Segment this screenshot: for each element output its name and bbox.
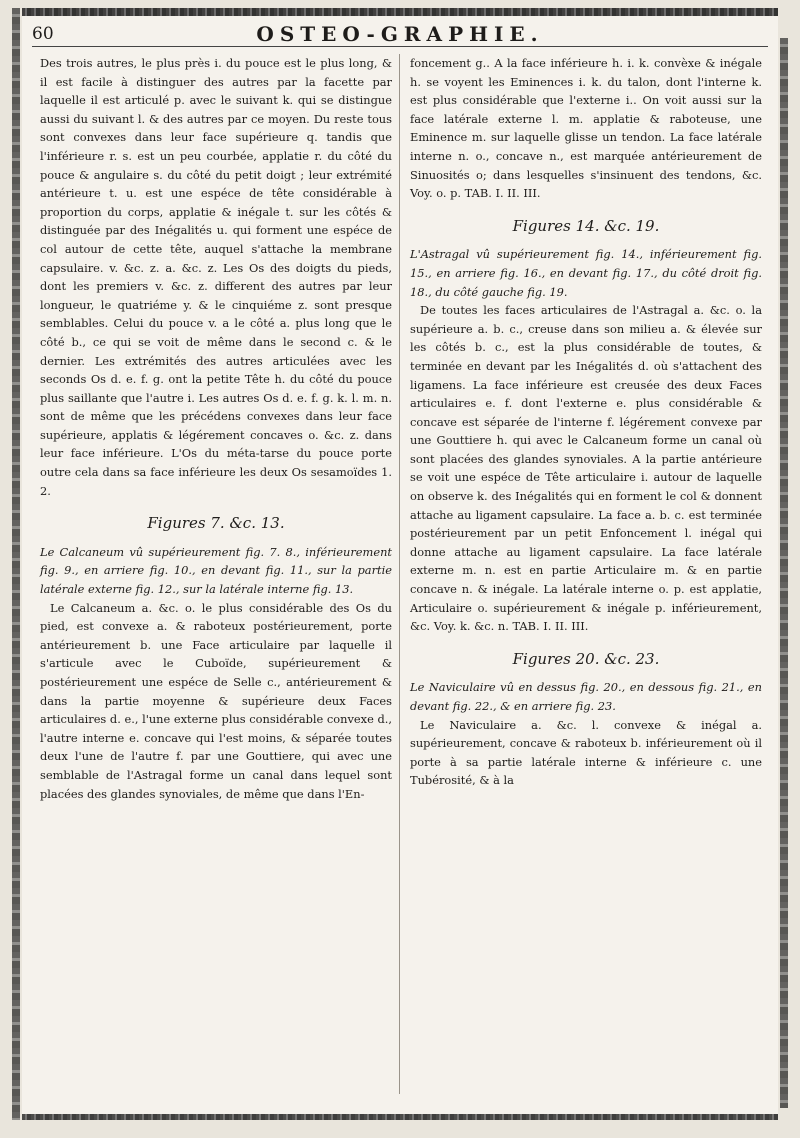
left-heading-figures-7-13: Figures 7. &c. 13. (147, 514, 285, 533)
right-paragraph-3: Le Naviculaire a. &c. l. convexe & inégal a. supérieurement, concave & raboteux b. inférieurement où il porte à sa partie latérale interne & inférieure c. une Tubérosité, & à la (410, 717, 762, 788)
left-border-ornament (12, 8, 20, 1120)
top-border-ornament (22, 8, 778, 16)
right-column (410, 54, 762, 790)
right-caption-astragal: L'Astragal vû supérieurement fig. 14., inférieurement fig. 15., en arriere fig. 16., en devant fig. 17., du côté droit fig. 18., du côté gauche fig. 19. (410, 247, 762, 299)
page-header (32, 22, 768, 46)
right-caption-naviculaire: Le Naviculaire vû en dessus fig. 20., en dessous fig. 21., en devant fig. 22., & en arriere fig. 23. (410, 680, 762, 713)
left-column (40, 54, 392, 803)
page (22, 8, 778, 1120)
page-number: 60 (32, 24, 54, 44)
right-heading-figures-20-23: Figures 20. &c. 23. (512, 649, 660, 668)
column-divider (399, 54, 400, 1094)
left-paragraph-2: Le Calcaneum a. &c. o. le plus considérable des Os du pied, est convexe a. & raboteux postérieurement, porte antérieurement b. une Face articulaire par laquelle il s'articule avec le Cuboïde, supérieurement & postérieurement une espéce de Selle c., antérieurement & dans la partie moyenne & supérieure deux Faces articulaires d. e., l'une externe plus considérable convexe d., l'autre interne e. concave qui l'est moins, & séparée toutes deux l'une de l'autre f. par une Gouttiere, qui avec une semblable de l'Astragal forme un canal dans lequel sont placées des glandes synoviales, de même que dans l'En- (40, 600, 392, 801)
bottom-border-ornament (22, 1114, 778, 1120)
right-heading-figures-14-19: Figures 14. &c. 19. (512, 216, 660, 235)
right-border-ornament (780, 38, 788, 1108)
right-paragraph-2: De toutes les faces articulaires de l'Astragal a. &c. o. la supérieure a. b. c., creuse dans son milieu a. & élevée sur les côtés b. c., est la plus considérable de toutes, & terminée en devant par les Inégalités d. où s'attachent des ligamens. La face inférieure est creusée des deux Faces articulaires e. f. dont l'externe e. plus considérable & concave est séparée de l'interne f. légérement convexe par une Gouttiere h. qui avec le Calcaneum forme un canal où sont placées des glandes synoviales. A la partie antérieure se voit une espéce de Tête articulaire i. autour de laquelle on observe k. des Inégalités qui en forment le col & donnent attache au ligament capsulaire. La face a. b. c. est terminée postérieurement par un petit Enfoncement l. inégal qui donne attache au ligament capsulaire. La face latérale externe m. n. est en partie Articulaire m. & en partie concave n. & inégale. La latérale interne o. p. est applatie, Articulaire o. supérieurement & inégale p. inférieurement, &c. Voy. k. &c. n. TAB. I. II. III. (410, 303, 762, 634)
running-title: OSTEO-GRAPHIE. (256, 22, 544, 46)
right-paragraph-1: foncement g.. A la face inférieure h. i. k. convèxe & inégale h. se voyent les Eminences i. k. du talon, dont l'interne k. est plus considérable que l'externe i.. On voit aussi sur la face latérale externe l. m. applatie & raboteuse, une Eminence m. sur laquelle glisse un tendon. La face latérale interne n. o., concave n., est marquée antérieurement de Sinuosités o; dans lesquelles s'insinuent des tendons, &c. Voy. o. p. TAB. I. II. III. (410, 56, 762, 201)
left-caption-calcaneum: Le Calcaneum vû supérieurement fig. 7. 8., inférieurement fig. 9., en arriere fig. 10., en devant fig. 11., sur la partie latérale externe fig. 12., sur la latérale interne fig. 13. (40, 544, 392, 597)
header-rule (32, 46, 768, 47)
left-paragraph-1: Des trois autres, le plus près i. du pouce est le plus long, & il est facile à distinguer des autres par la facette par laquelle il est articulé p. avec le suivant k. qui se distingue aussi du suivant l. & des autres par ce moyen. Du reste tous sont convexes dans leur face supérieure q. tandis que l'inférieure r. s. est un peu courbée, applatie r. du côté du pouce & angulaire s. du côté du petit doigt ; leur extrémité antérieure t. u. est une espéce de tête considérable à proportion du corps, applatie & inégale t. sur les côtés & distinguée par des Inégalités u. qui forment une espéce de col autour de cette tête, auquel s'attache la membrane capsulaire. v. &c. z. a. &c. z. Les Os des doigts du pieds, dont les premiers v. &c. z. different des autres par leur longueur, le quatriéme y. & le cinquiéme z. sont presque semblables. Celui du pouce v. a le côté a. plus long que le côté b., ce qui se voit de même dans le second c. & le dernier. Les extrémités des autres articulées avec les seconds Os d. e. f. g. ont la petite Tête h. du côté du pouce plus saillante que l'autre i. Les autres Os d. e. f. g. k. l. m. n. sont de même que les précédens convexes dans leur face supérieure, applatis & légérement concaves o. &c. z. dans leur face inférieure. L'Os du méta-tarse du pouce porte outre cela dans sa face inférieure les deux Os sesamoïdes 1. 2. (40, 56, 392, 498)
